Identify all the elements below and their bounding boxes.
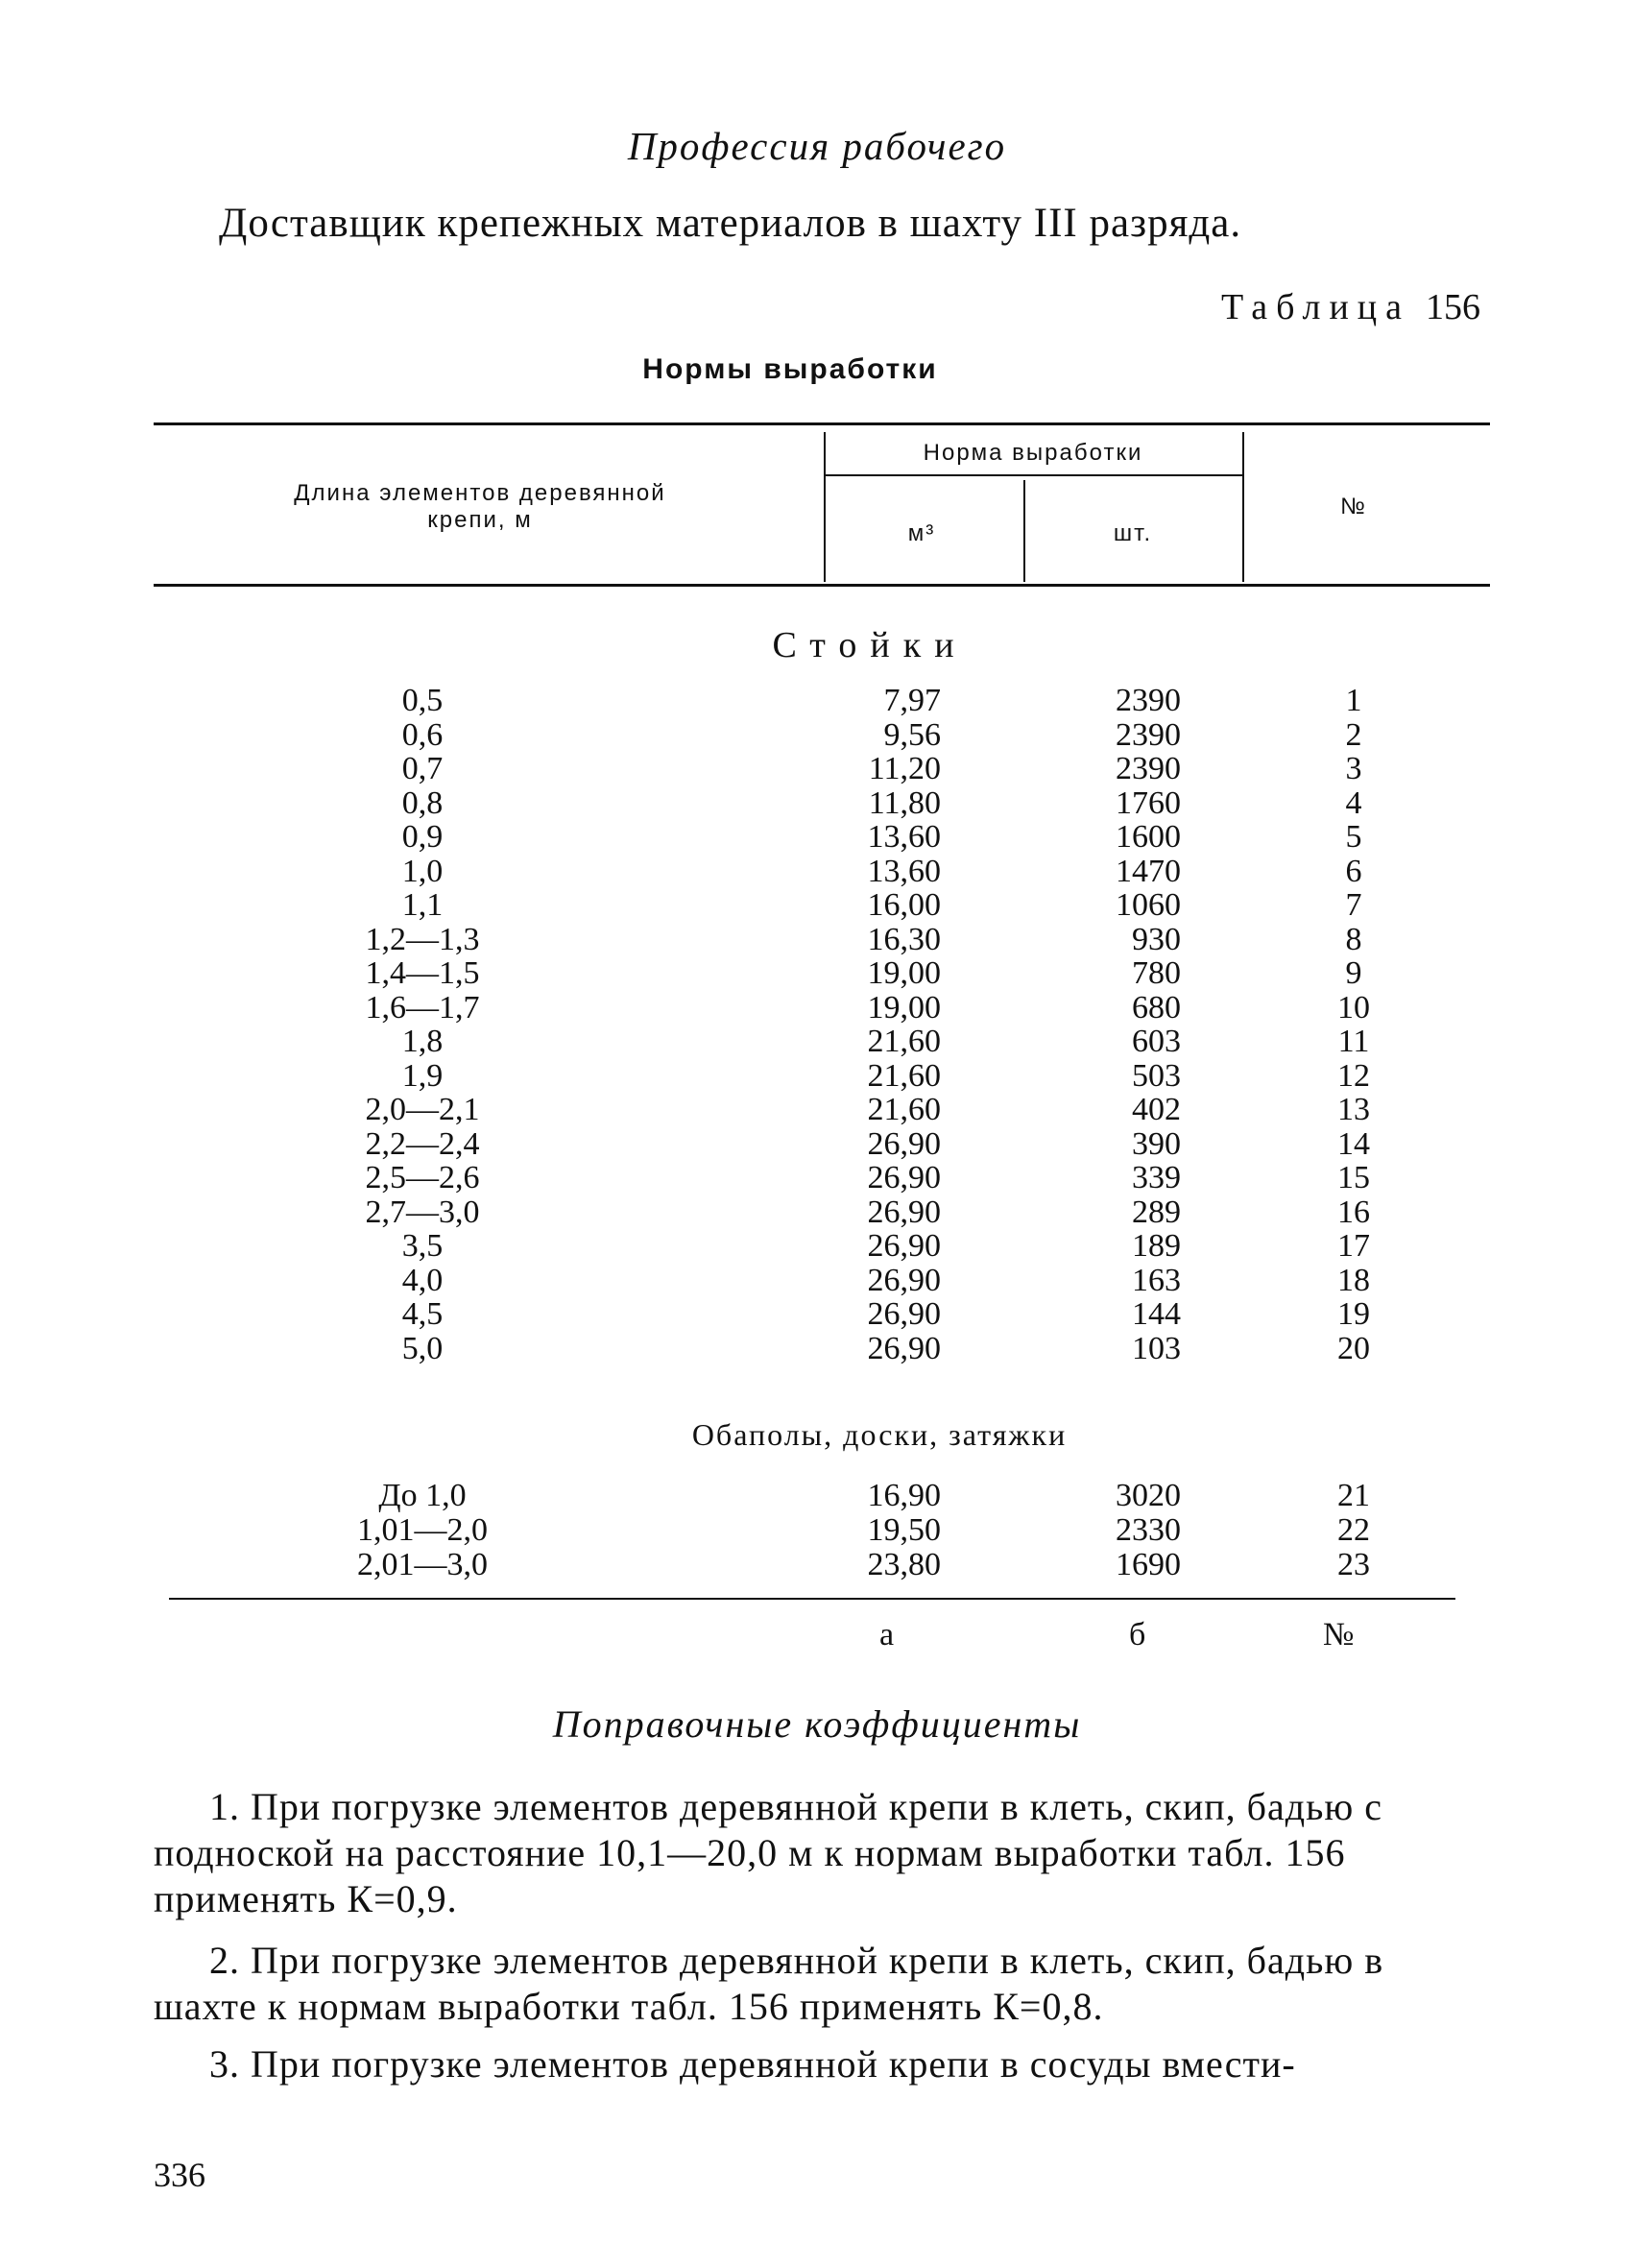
cell-sht: 390 <box>1132 1125 1181 1162</box>
cell-sht: 1060 <box>1116 887 1181 923</box>
header-sht: шт. <box>1113 520 1153 546</box>
col-divider-3 <box>1242 432 1244 582</box>
cell-m3: 16,00 <box>867 887 941 923</box>
cell-m3: 26,90 <box>867 1228 941 1264</box>
cell-m3: 16,30 <box>867 921 941 957</box>
cell-m3: 21,60 <box>867 1092 941 1127</box>
cell-length: 1,01—2,0 <box>357 1512 488 1548</box>
norm-group-rule <box>824 474 1242 476</box>
cell-m3: 19,50 <box>867 1512 941 1548</box>
table-row <box>0 923 1634 957</box>
cell-sht: 189 <box>1132 1228 1181 1264</box>
cell-sht: 603 <box>1132 1024 1181 1059</box>
cell-sht: 930 <box>1132 921 1181 957</box>
table-row <box>0 752 1634 786</box>
cell-sht: 163 <box>1132 1262 1181 1298</box>
cell-length: 4,5 <box>401 1296 444 1332</box>
cell-sht: 680 <box>1132 989 1181 1025</box>
footer-col-a: а <box>879 1617 895 1653</box>
cell-no: 22 <box>1337 1512 1370 1548</box>
cell-m3: 7,97 <box>883 683 941 718</box>
table-row <box>0 991 1634 1025</box>
cell-length: 1,2—1,3 <box>365 921 480 957</box>
table-row <box>0 1332 1634 1366</box>
cell-no: 17 <box>1337 1228 1370 1264</box>
cell-m3: 26,90 <box>867 1125 941 1162</box>
cell-m3: 21,60 <box>867 1057 941 1094</box>
table-title: Нормы выработки <box>642 353 938 385</box>
header-norm-group: Норма выработки <box>923 440 1143 466</box>
table-bottom-rule <box>169 1598 1455 1600</box>
cell-no: 18 <box>1337 1262 1370 1298</box>
cell-m3: 26,90 <box>867 1262 941 1298</box>
cell-sht: 1760 <box>1116 784 1181 821</box>
cell-length: 0,8 <box>401 784 444 821</box>
cell-length: 1,0 <box>401 853 444 889</box>
cell-length: 2,01—3,0 <box>357 1547 488 1582</box>
cell-m3: 26,90 <box>867 1160 941 1195</box>
table-row <box>0 1229 1634 1264</box>
col-divider-2 <box>1023 480 1025 582</box>
cell-sht: 1470 <box>1116 853 1181 889</box>
cell-length: 2,2—2,4 <box>365 1125 480 1162</box>
cell-length: 1,6—1,7 <box>365 989 480 1025</box>
cell-no: 8 <box>1345 921 1362 957</box>
cell-m3: 19,00 <box>867 955 941 991</box>
table-row <box>0 956 1634 991</box>
cell-no: 23 <box>1337 1547 1370 1582</box>
table-row <box>0 1513 1634 1548</box>
table-row <box>0 1297 1634 1332</box>
header-bottom-rule <box>154 584 1490 587</box>
worker-title: Доставщик крепежных материалов в шахту III разряда. <box>219 201 1242 246</box>
footer-col-no: № <box>1323 1617 1355 1653</box>
cell-m3: 16,90 <box>867 1478 941 1513</box>
table-number <box>1221 286 1480 328</box>
cell-no: 3 <box>1345 751 1362 786</box>
cell-sht: 1690 <box>1116 1547 1181 1582</box>
cell-m3: 26,90 <box>867 1296 941 1332</box>
cell-no: 6 <box>1345 853 1362 889</box>
cell-m3: 9,56 <box>883 716 941 753</box>
cell-sht: 2330 <box>1116 1512 1181 1548</box>
cell-no: 13 <box>1337 1092 1370 1127</box>
table-row <box>0 1264 1634 1298</box>
cell-length: 1,1 <box>401 887 444 923</box>
table-row <box>0 1195 1634 1230</box>
cell-length: 2,5—2,6 <box>365 1160 480 1195</box>
correction-paragraph-2: 2. При погрузке элементов деревянной крепи в клеть, скип, бадью в шахте к нормам выработки табл. 156 применять К=0,8. <box>154 1939 1384 2028</box>
cell-length: 0,9 <box>401 819 444 855</box>
cell-length: 2,7—3,0 <box>365 1194 480 1230</box>
cell-m3: 19,00 <box>867 989 941 1025</box>
cell-m3: 13,60 <box>867 819 941 855</box>
cell-length: 4,0 <box>401 1262 444 1298</box>
cell-sht: 402 <box>1132 1092 1181 1127</box>
table-row <box>0 718 1634 753</box>
cell-m3: 26,90 <box>867 1330 941 1366</box>
header-length-line1: Длина элементов деревянной <box>294 480 666 506</box>
cell-sht: 289 <box>1132 1194 1181 1230</box>
cell-m3: 11,20 <box>868 751 941 786</box>
cell-sht: 3020 <box>1116 1478 1181 1513</box>
footer-col-b: б <box>1129 1617 1146 1653</box>
cell-length: 1,8 <box>401 1024 444 1059</box>
table-row <box>0 888 1634 923</box>
table-top-rule <box>154 422 1490 425</box>
cell-m3: 26,90 <box>867 1194 941 1230</box>
cell-sht: 503 <box>1132 1057 1181 1094</box>
cell-no: 5 <box>1345 819 1362 855</box>
cell-length: 1,9 <box>401 1057 444 1094</box>
header-m3: м³ <box>907 520 936 546</box>
header-no: № <box>1340 494 1367 519</box>
cell-no: 10 <box>1337 989 1370 1025</box>
cell-sht: 780 <box>1132 955 1181 991</box>
cell-no: 12 <box>1337 1057 1370 1094</box>
cell-m3: 21,60 <box>867 1024 941 1059</box>
table-row <box>0 1127 1634 1162</box>
cell-m3: 11,80 <box>868 784 941 821</box>
cell-no: 21 <box>1337 1478 1370 1513</box>
cell-length: 2,0—2,1 <box>365 1092 480 1127</box>
correction-paragraph-1: 1. При погрузке элементов деревянной крепи в клеть, скип, бадью с подноской на расстояние 10,1—20,0 м к нормам выработки табл. 156 применять К=0,9. <box>154 1785 1382 1920</box>
table-number-value: 156 <box>1426 287 1480 327</box>
cell-length: 3,5 <box>401 1228 444 1264</box>
cell-length: До 1,0 <box>378 1478 467 1513</box>
cell-no: 2 <box>1345 716 1362 753</box>
cell-no: 9 <box>1345 955 1362 991</box>
table-row <box>0 820 1634 855</box>
cell-sht: 1600 <box>1116 819 1181 855</box>
cell-m3: 13,60 <box>867 853 941 889</box>
cell-sht: 103 <box>1132 1330 1181 1366</box>
cell-no: 4 <box>1345 784 1362 821</box>
table-row <box>0 1059 1634 1094</box>
cell-no: 16 <box>1337 1194 1370 1230</box>
cell-length: 1,4—1,5 <box>365 955 480 991</box>
cell-length: 0,6 <box>401 716 444 753</box>
cell-sht: 144 <box>1132 1296 1181 1332</box>
cell-sht: 2390 <box>1116 716 1181 753</box>
cell-length: 0,7 <box>401 751 444 786</box>
correction-paragraph-3: 3. При погрузке элементов деревянной крепи в сосуды вмести- <box>209 2042 1296 2086</box>
cell-no: 1 <box>1345 683 1362 718</box>
cell-sht: 339 <box>1132 1160 1181 1195</box>
table-word: Таблица <box>1220 287 1410 327</box>
table-row <box>0 1548 1634 1582</box>
cell-sht: 2390 <box>1116 751 1181 786</box>
page-number: 336 <box>154 2156 205 2194</box>
table-row <box>0 1479 1634 1513</box>
cell-length: 5,0 <box>401 1330 444 1366</box>
cell-no: 14 <box>1337 1125 1370 1162</box>
table-row <box>0 1025 1634 1059</box>
cell-no: 11 <box>1337 1024 1370 1059</box>
profession-heading: Профессия рабочего <box>627 124 1007 168</box>
table-row <box>0 684 1634 718</box>
header-length-line2: крепи, м <box>427 507 533 533</box>
corrections-title: Поправочные коэффициенты <box>552 1702 1082 1746</box>
section-obapoly: Обаполы, доски, затяжки <box>691 1417 1068 1452</box>
cell-no: 20 <box>1337 1330 1370 1366</box>
table-row <box>0 1161 1634 1195</box>
cell-m3: 23,80 <box>867 1547 941 1582</box>
cell-no: 7 <box>1345 887 1362 923</box>
header-length <box>211 480 749 534</box>
table-row <box>0 855 1634 889</box>
cell-no: 19 <box>1337 1296 1370 1332</box>
table-row <box>0 1093 1634 1127</box>
cell-sht: 2390 <box>1116 683 1181 718</box>
cell-no: 15 <box>1337 1160 1370 1195</box>
table-row <box>0 786 1634 821</box>
cell-length: 0,5 <box>401 683 444 718</box>
section-stoiki: Стойки <box>772 625 968 665</box>
